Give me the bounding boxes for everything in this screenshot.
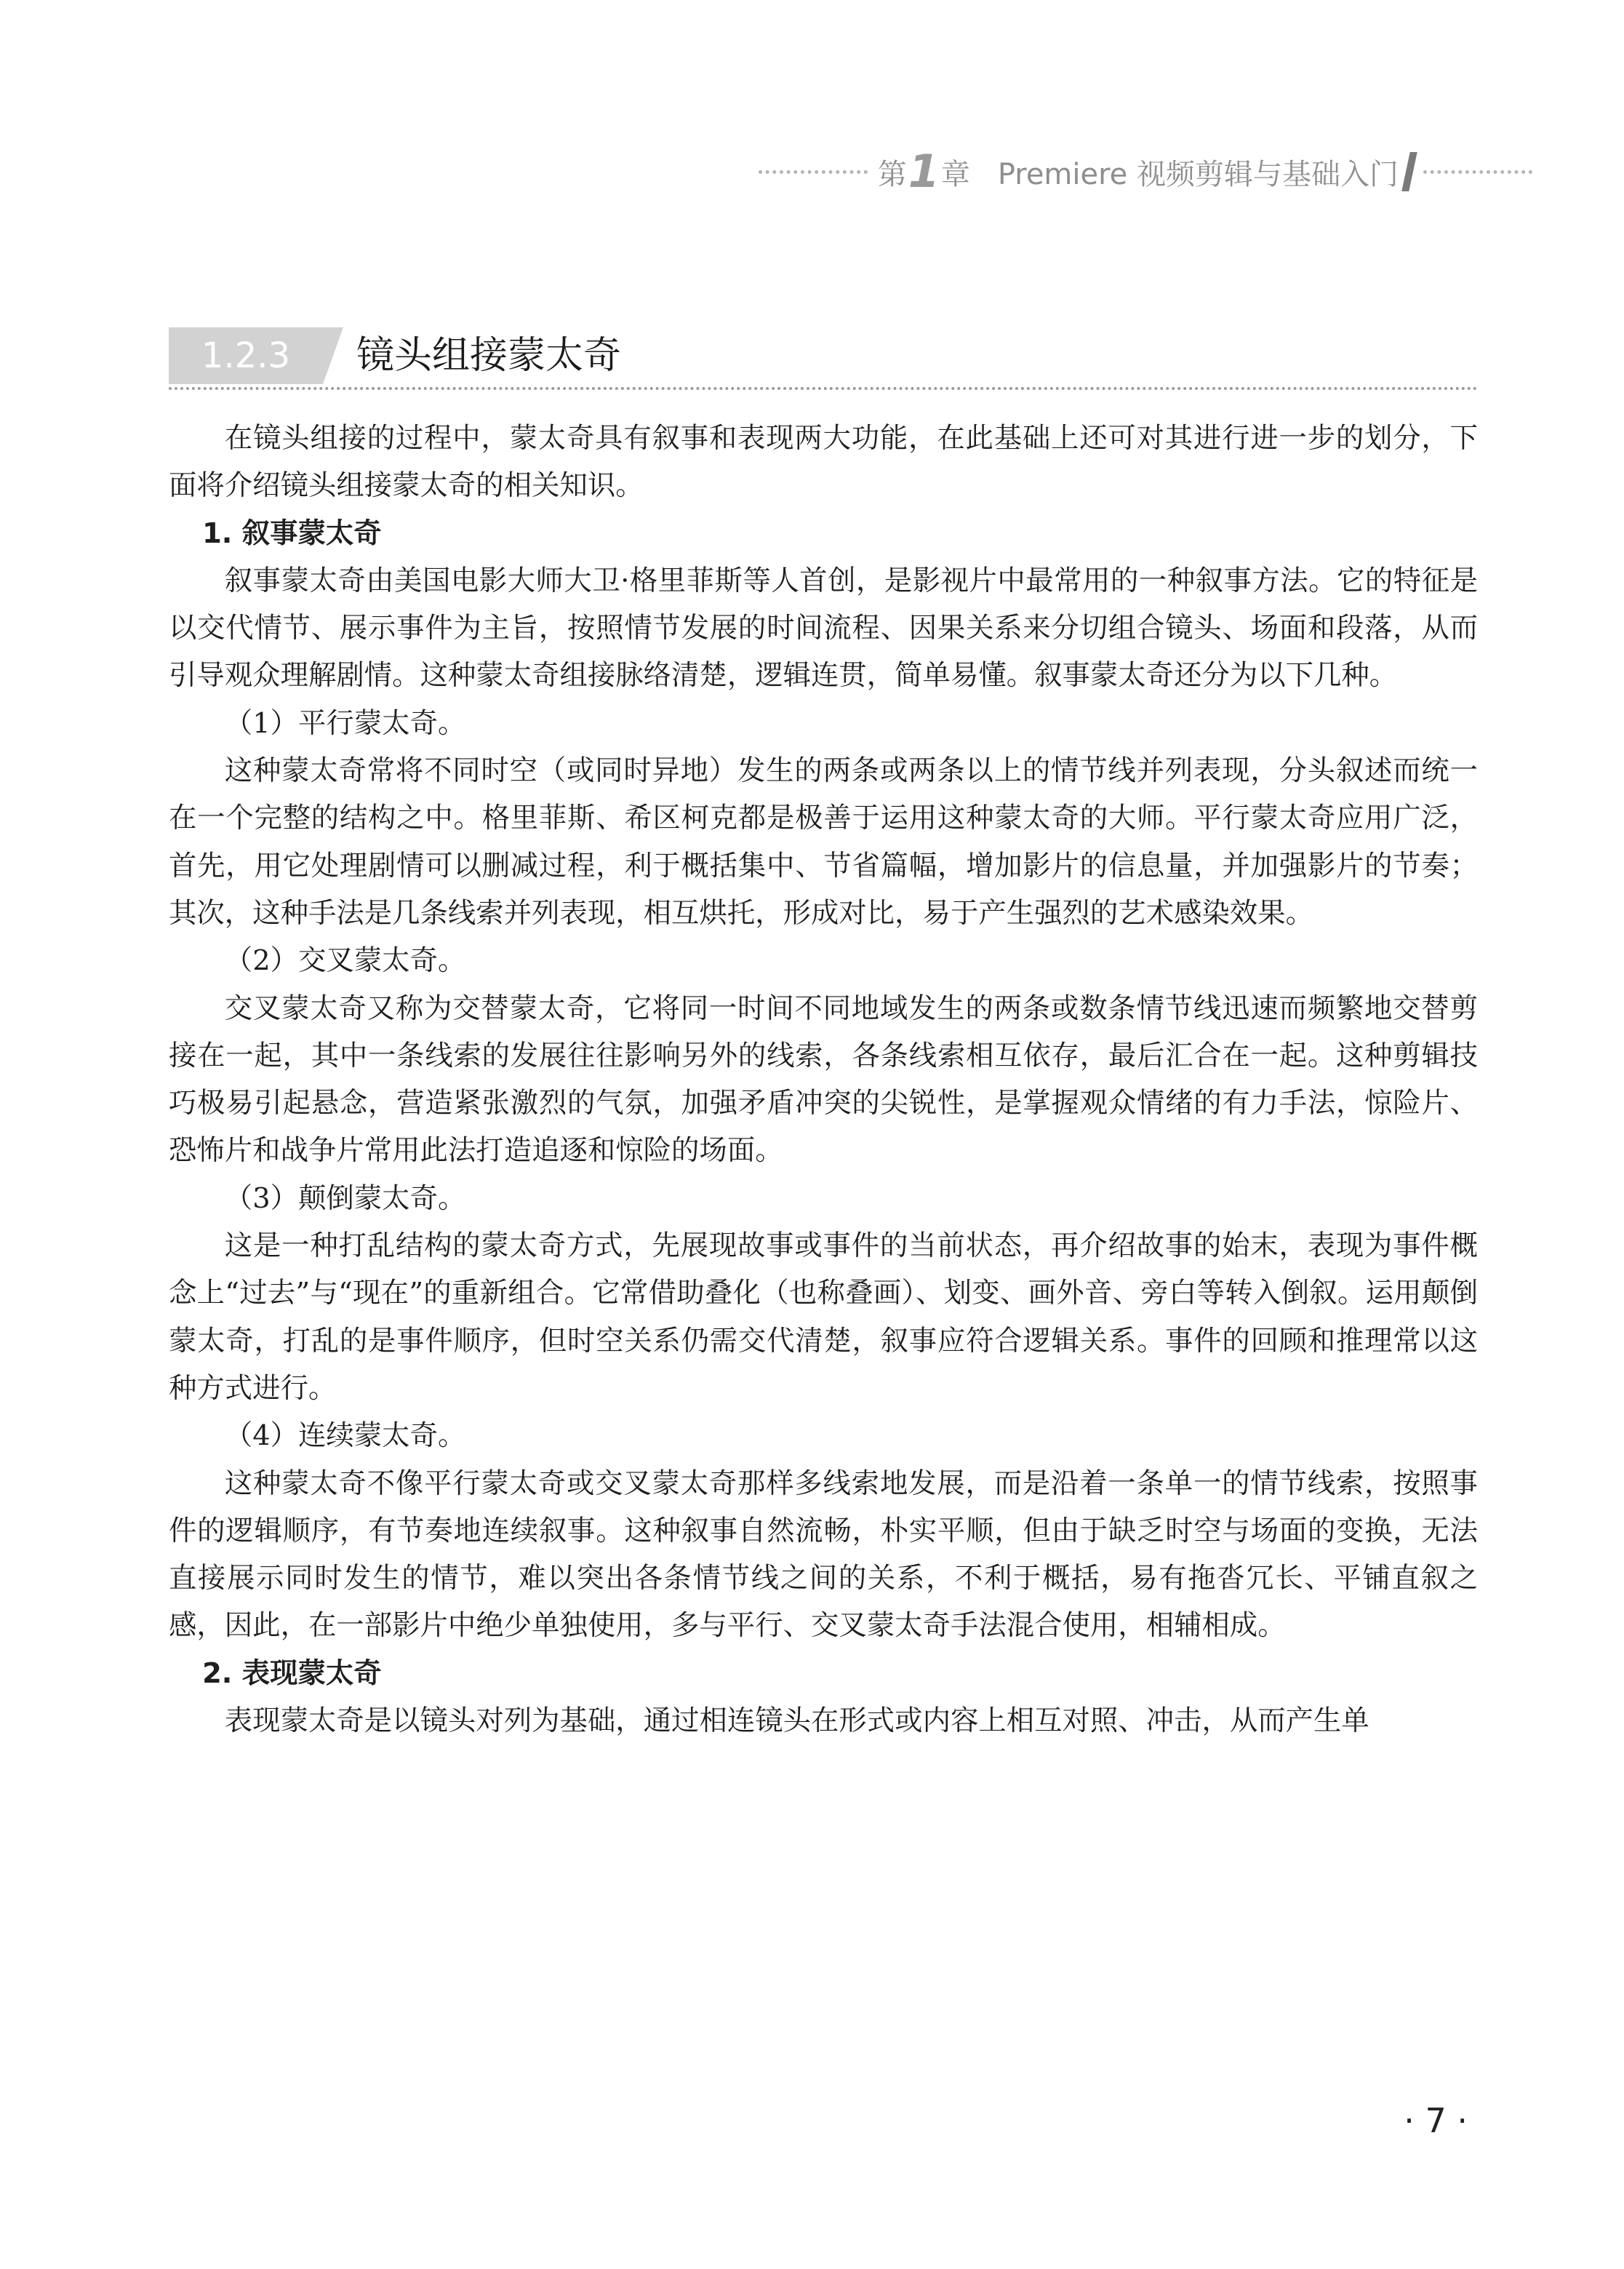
continuous-montage-paragraph: 这种蒙太奇不像平行蒙太奇或交叉蒙太奇那样多线索地发展，而是沿着一条单一的情节线索，按照事件的逻辑顺序，有节奏地连续叙事。这种叙事自然流畅，朴实平顺，但由于缺乏时空与场面的变换，无法直接展示同时发生的情节，难以突出各条情节线之间的关系，不利于概括，易有拖沓冗长、平铺直叙之感，因此，在一部影片中绝少单独使用，多与平行、交叉蒙太奇手法混合使用，相辅相成。 xyxy=(169,1467,1478,1643)
page-number: · 7 · xyxy=(1404,2101,1468,2140)
running-header xyxy=(748,145,1543,198)
item-cross-montage-title: （2）交叉蒙太奇。 xyxy=(224,944,466,978)
parallel-montage-paragraph: 这种蒙太奇常将不同时空（或同时异地）发生的两条或两条以上的情节线并列表现，分头叙述而统一在一个完整的结构之中。格里菲斯、希区柯克都是极善于运用这种蒙太奇的大师。平行蒙太奇应用广泛，首先，用它处理剧情可以删减过程，利于概括集中、节省篇幅，增加影片的信息量，并加强影片的节奏；其次，这种手法是几条线索并列表现，相互烘托，形成对比，易于产生强烈的艺术感染效果。 xyxy=(169,754,1478,930)
item-parallel-montage-title: （1）平行蒙太奇。 xyxy=(224,706,466,740)
header-dotted-rule-left xyxy=(759,170,868,174)
expressive-montage-paragraph: 表现蒙太奇是以镜头对列为基础，通过相连镜头在形式或内容上相互对照、冲击，从而产生单 xyxy=(224,1704,1369,1738)
narrative-montage-paragraph: 叙事蒙太奇由美国电影大师大卫·格里菲斯等人首创，是影视片中最常用的一种叙事方法。它的特征是以交代情节、展示事件为主旨，按照情节发展的时间流程、因果关系来分切组合镜头、场面和段落，从而引导观众理解剧情。这种蒙太奇组接脉络清楚，逻辑连贯，简单易懂。叙事蒙太奇还分为以下几种。 xyxy=(169,564,1478,693)
section-heading xyxy=(169,327,1478,390)
chapter-title: Premiere 视频剪辑与基础入门 xyxy=(997,157,1399,191)
section-badge-slant xyxy=(323,327,343,384)
header-bar-mark xyxy=(1401,152,1417,191)
cross-montage-paragraph: 交叉蒙太奇又称为交替蒙太奇，它将同一时间不同地域发生的两条或数条情节线迅速而频繁地交替剪接在一起，其中一条线索的发展往往影响另外的线索，各条线索相互依存，最后汇合在一起。这种剪辑技巧极易引起悬念，营造紧张激烈的气氛，加强矛盾冲突的尖锐性，是掌握观众情绪的有力手法，惊险片、恐怖片和战争片常用此法打造追逐和惊险的场面。 xyxy=(169,992,1478,1168)
subheading-expressive-montage: 2. 表现蒙太奇 xyxy=(202,1656,382,1690)
body-text xyxy=(169,415,1478,1744)
intro-paragraph: 在镜头组接的过程中，蒙太奇具有叙事和表现两大功能，在此基础上还可对其进行进一步的划分，下面将介绍镜头组接蒙太奇的相关知识。 xyxy=(169,422,1478,503)
section-title: 镜头组接蒙太奇 xyxy=(356,334,622,378)
item-continuous-montage-title: （4）连续蒙太奇。 xyxy=(224,1419,466,1453)
subheading-narrative-montage: 1. 叙事蒙太奇 xyxy=(202,517,382,550)
header-dotted-rule-right xyxy=(1423,170,1532,174)
item-reverse-montage-title: （3）颠倒蒙太奇。 xyxy=(224,1181,466,1215)
chapter-prefix: 第 xyxy=(877,157,907,191)
section-number: 1.2.3 xyxy=(169,327,323,384)
chapter-suffix: 章 xyxy=(940,157,970,191)
chapter-number: 1 xyxy=(908,145,940,198)
reverse-montage-paragraph: 这是一种打乱结构的蒙太奇方式，先展现故事或事件的当前状态，再介绍故事的始末，表现为事件概念上“过去”与“现在”的重新组合。它常借助叠化（也称叠画）、划变、画外音、旁白等转入倒叙。运用颠倒蒙太奇，打乱的是事件顺序，但时空关系仍需交代清楚，叙事应符合逻辑关系。事件的回顾和推理常以这种方式进行。 xyxy=(169,1229,1478,1405)
